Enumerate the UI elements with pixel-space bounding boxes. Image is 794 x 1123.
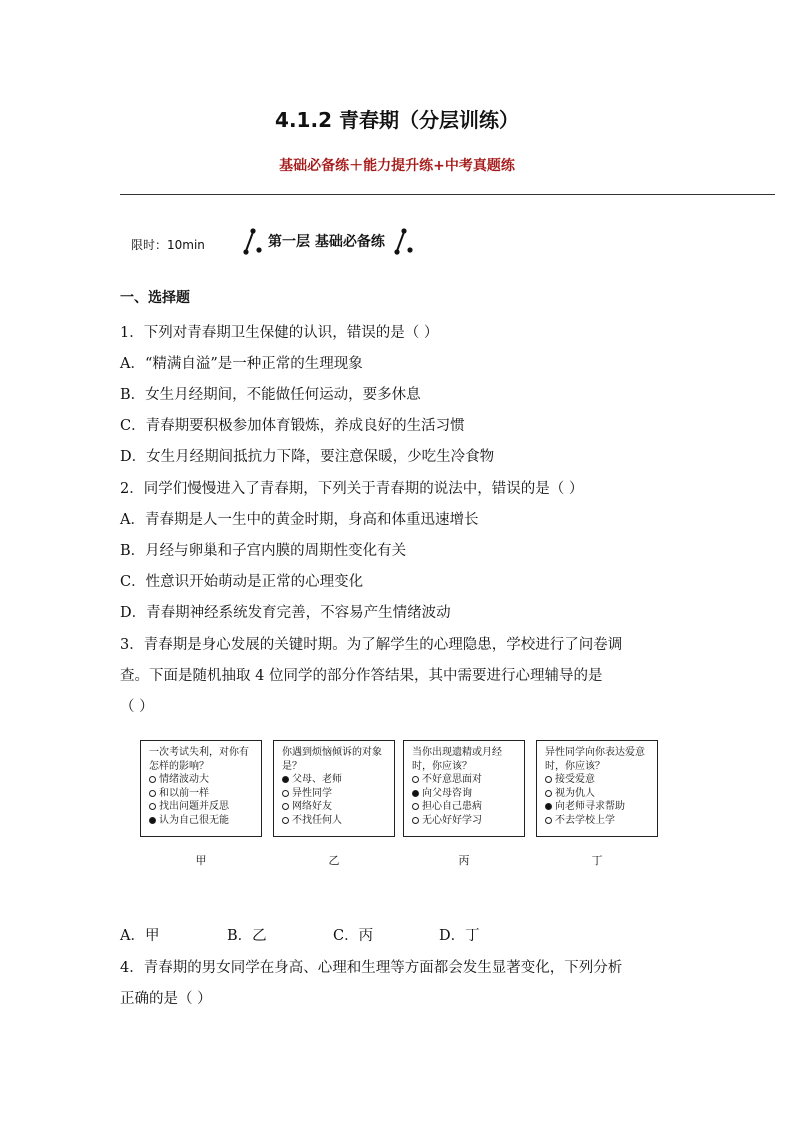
question-3-line-1: 3．青春期是身心发展的关键时期。为了解学生的心理隐患，学校进行了问卷调 (120, 637, 623, 653)
survey-option (545, 800, 649, 814)
question-2-option-a: A．青春期是人一生中的黄金时期，身高和体重迅速增长 (120, 512, 479, 528)
question-3-line-2: 查。下面是随机抽取 4 位同学的部分作答结果，其中需要进行心理辅导的是 (120, 668, 603, 684)
survey-question: 异性同学向你表达爱意时，你应该？ (545, 747, 645, 772)
question-1-option-b: B．女生月经期间，不能做任何运动，要多休息 (120, 387, 421, 403)
radio-filled-icon (149, 817, 156, 824)
survey-card-bing (403, 740, 525, 837)
figure-label-yi: 乙 (328, 854, 340, 867)
radio-empty-icon (149, 790, 156, 797)
question-2: 2．同学们慢慢进入了青春期，下列关于青春期的说法中，错误的是（ ） (120, 481, 584, 497)
answer-option-a: A．甲 (120, 928, 160, 944)
survey-option-text: 不好意思面对 (422, 774, 482, 785)
answer-option-b: B．乙 (227, 928, 267, 944)
decoration-right-icon (391, 226, 415, 256)
survey-option (412, 814, 516, 828)
radio-empty-icon (149, 803, 156, 810)
survey-option-text: 视为仇人 (555, 787, 595, 799)
survey-option (149, 787, 253, 801)
question-2-option-b: B．月经与卵巢和子宫内膜的周期性变化有关 (120, 543, 407, 559)
survey-option-text: 认为自己很无能 (159, 814, 229, 826)
radio-empty-icon (282, 803, 289, 810)
survey-question: 一次考试失利，对你有怎样的影响？ (149, 747, 249, 772)
question-1-option-a: A．“精满自溢”是一种正常的生理现象 (120, 356, 363, 372)
survey-option-text: 向老师寻求帮助 (555, 801, 625, 812)
question-1-option-c: C．青春期要积极参加体育锻炼，养成良好的生活习惯 (120, 418, 465, 434)
survey-option (149, 814, 253, 828)
survey-option (149, 773, 253, 787)
survey-card-ding (536, 740, 658, 837)
survey-option-text: 不去学校上学 (555, 814, 615, 826)
survey-option (282, 773, 386, 787)
question-4-line-1: 4．青春期的男女同学在身高、心理和生理等方面都会发生显著变化，下列分析 (120, 960, 623, 976)
radio-filled-icon (545, 803, 552, 810)
radio-empty-icon (545, 817, 552, 824)
radio-empty-icon (545, 776, 552, 783)
survey-option-text: 无心好好学习 (422, 814, 482, 826)
answer-option-c: C．丙 (333, 928, 374, 944)
question-3-line-3: （ ） (120, 699, 154, 715)
time-limit: 限时：10min (131, 238, 205, 252)
figure-label-jia: 甲 (195, 854, 207, 867)
survey-option-text: 父母、老师 (292, 774, 342, 785)
figure-label-ding: 丁 (591, 854, 603, 867)
radio-empty-icon (412, 776, 419, 783)
survey-option (412, 787, 516, 801)
survey-option-text: 情绪波动大 (159, 774, 209, 785)
survey-option-text: 不找任何人 (292, 814, 342, 826)
radio-empty-icon (149, 776, 156, 783)
survey-option (412, 773, 516, 787)
survey-option (282, 814, 386, 828)
layer-banner (240, 226, 415, 256)
survey-option (545, 773, 649, 787)
radio-empty-icon (282, 817, 289, 824)
question-1-option-d: D．女生月经期间抵抗力下降，要注意保暖，少吃生冷食物 (120, 449, 495, 465)
answer-option-d: D．丁 (439, 928, 480, 944)
page-subtitle: 基础必备练＋能力提升练+中考真题练 (279, 158, 515, 174)
survey-card-jia (140, 740, 262, 837)
radio-filled-icon (412, 790, 419, 797)
survey-question: 当你出现遗精或月经时，你应该？ (412, 747, 502, 772)
decoration-left-icon (240, 226, 264, 256)
survey-option (545, 787, 649, 801)
radio-empty-icon (282, 790, 289, 797)
question-3-answers (120, 924, 480, 945)
survey-option-text: 找出问题并反思 (159, 801, 229, 812)
section-title: 一、选择题 (120, 290, 190, 306)
page-title: 4.1.2 青春期（分层训练） (275, 108, 519, 132)
survey-option-text: 担心自己患病 (422, 801, 482, 812)
question-2-option-d: D．青春期神经系统发育完善，不容易产生情绪波动 (120, 605, 451, 621)
survey-option-text: 异性同学 (292, 787, 332, 799)
survey-option (282, 787, 386, 801)
radio-empty-icon (412, 803, 419, 810)
figure-label-bing: 丙 (458, 854, 470, 867)
divider (120, 194, 775, 195)
survey-option (149, 800, 253, 814)
survey-figure (140, 740, 660, 870)
survey-option-text: 向父母咨询 (422, 787, 472, 799)
question-1: 1．下列对青春期卫生保健的认识，错误的是（ ） (120, 325, 439, 341)
survey-option (412, 800, 516, 814)
survey-question: 你遇到烦恼倾诉的对象是？ (282, 747, 382, 772)
survey-option-text: 网络好友 (292, 801, 332, 812)
survey-option (282, 800, 386, 814)
radio-filled-icon (282, 776, 289, 783)
radio-empty-icon (412, 817, 419, 824)
survey-card-yi (273, 740, 395, 837)
survey-option (545, 814, 649, 828)
survey-option-text: 和以前一样 (159, 787, 209, 799)
radio-empty-icon (545, 790, 552, 797)
survey-option-text: 接受爱意 (555, 774, 595, 785)
question-4-line-2: 正确的是（ ） (120, 991, 212, 1007)
layer-label: 第一层 基础必备练 (268, 234, 385, 250)
question-2-option-c: C．性意识开始萌动是正常的心理变化 (120, 574, 364, 590)
